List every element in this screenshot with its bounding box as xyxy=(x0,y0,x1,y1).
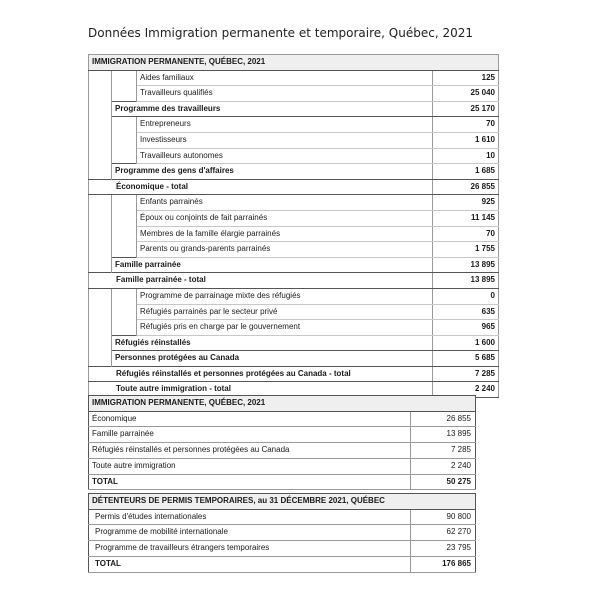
indent-cell xyxy=(89,304,112,320)
table-row xyxy=(89,288,499,304)
row-label: Toute autre immigration - total xyxy=(89,382,433,398)
indent-cell xyxy=(89,117,112,133)
row-label: Membres de la famille élargie parrainés xyxy=(137,226,433,242)
table-row xyxy=(89,509,476,525)
row-value: 70 xyxy=(433,226,499,242)
row-value: 7 285 xyxy=(433,366,499,382)
indent-cell xyxy=(89,226,112,242)
table-row xyxy=(89,427,476,443)
permanent-immigration-detail-table xyxy=(88,54,499,398)
row-label: Parents ou grands-parents parrainés xyxy=(137,242,433,258)
total-label: TOTAL xyxy=(89,556,411,572)
indent-cell xyxy=(89,257,112,273)
row-value: 1 755 xyxy=(433,242,499,258)
table-row xyxy=(89,101,499,117)
indent-cell xyxy=(89,288,112,304)
table-row xyxy=(89,132,499,148)
table-row xyxy=(89,70,499,86)
row-value: 1 600 xyxy=(433,335,499,351)
total-row xyxy=(89,556,476,572)
indent-cell xyxy=(89,86,112,102)
table-row xyxy=(89,443,476,459)
row-label: Enfants parrainés xyxy=(137,195,433,211)
row-value: 10 xyxy=(433,148,499,164)
indent-cell xyxy=(112,86,137,102)
table-row xyxy=(89,366,499,382)
row-value: 25 040 xyxy=(433,86,499,102)
table-header: IMMIGRATION PERMANENTE, QUÉBEC, 2021 xyxy=(89,396,476,412)
table-row xyxy=(89,411,476,427)
total-row xyxy=(89,474,476,490)
row-label: Époux ou conjoints de fait parrainés xyxy=(137,210,433,226)
table-row xyxy=(89,257,499,273)
table-header-row xyxy=(89,396,476,412)
table-row xyxy=(89,541,476,557)
indent-cell xyxy=(112,320,137,336)
indent-cell xyxy=(89,351,112,367)
document-title: Données Immigration permanente et temporaire, Québec, 2021 xyxy=(88,26,473,40)
row-label: Réfugiés réinstallés xyxy=(112,335,433,351)
indent-cell xyxy=(89,335,112,351)
row-value: 11 145 xyxy=(433,210,499,226)
row-value: 635 xyxy=(433,304,499,320)
row-value: 26 855 xyxy=(411,411,476,427)
row-value: 2 240 xyxy=(411,458,476,474)
row-value: 70 xyxy=(433,117,499,133)
row-value: 5 685 xyxy=(433,351,499,367)
table-row xyxy=(89,117,499,133)
row-value: 23 795 xyxy=(411,541,476,557)
indent-cell xyxy=(112,226,137,242)
indent-cell xyxy=(112,242,137,258)
table-row xyxy=(89,351,499,367)
row-label: Investisseurs xyxy=(137,132,433,148)
indent-cell xyxy=(112,195,137,211)
indent-cell xyxy=(112,210,137,226)
row-label: Travailleurs qualifiés xyxy=(137,86,433,102)
row-label: Personnes protégées au Canada xyxy=(112,351,433,367)
row-label: Travailleurs autonomes xyxy=(137,148,433,164)
table-row xyxy=(89,164,499,180)
row-value: 90 800 xyxy=(411,509,476,525)
row-label: Réfugiés réinstallés et personnes protégées au Canada xyxy=(89,443,411,459)
indent-cell xyxy=(89,132,112,148)
indent-cell xyxy=(112,304,137,320)
row-value: 13 895 xyxy=(433,257,499,273)
row-value: 62 270 xyxy=(411,525,476,541)
table-row xyxy=(89,273,499,289)
indent-cell xyxy=(89,164,112,180)
indent-cell xyxy=(89,101,112,117)
row-value: 925 xyxy=(433,195,499,211)
total-value: 176 865 xyxy=(411,556,476,572)
indent-cell xyxy=(89,320,112,336)
indent-cell xyxy=(112,288,137,304)
table-header: IMMIGRATION PERMANENTE, QUÉBEC, 2021 xyxy=(89,55,499,71)
row-label: Économique xyxy=(89,411,411,427)
indent-cell xyxy=(112,148,137,164)
row-value: 26 855 xyxy=(433,179,499,195)
table-header: DÉTENTEURS DE PERMIS TEMPORAIRES, au 31 DÉCEMBRE 2021, QUÉBEC xyxy=(89,494,476,510)
table-row xyxy=(89,195,499,211)
row-value: 13 895 xyxy=(411,427,476,443)
row-label: Famille parrainée xyxy=(112,257,433,273)
row-value: 0 xyxy=(433,288,499,304)
table-row xyxy=(89,525,476,541)
indent-cell xyxy=(89,242,112,258)
row-value: 2 240 xyxy=(433,382,499,398)
row-label: Entrepreneurs xyxy=(137,117,433,133)
table-row xyxy=(89,226,499,242)
indent-cell xyxy=(89,210,112,226)
row-label: Programme des travailleurs xyxy=(112,101,433,117)
row-label: Programme de mobilité internationale xyxy=(89,525,411,541)
table-header-row xyxy=(89,55,499,71)
row-value: 1 610 xyxy=(433,132,499,148)
row-label: Programme des gens d'affaires xyxy=(112,164,433,180)
row-label: Famille parrainée xyxy=(89,427,411,443)
indent-cell xyxy=(112,117,137,133)
row-label: Réfugiés pris en charge par le gouvernement xyxy=(137,320,433,336)
row-value: 13 895 xyxy=(433,273,499,289)
indent-cell xyxy=(112,70,137,86)
indent-cell xyxy=(89,195,112,211)
total-value: 50 275 xyxy=(411,474,476,490)
row-label: Programme de parrainage mixte des réfugiés xyxy=(137,288,433,304)
table-row xyxy=(89,320,499,336)
row-label: Économique - total xyxy=(89,179,433,195)
indent-cell xyxy=(112,132,137,148)
table-row xyxy=(89,304,499,320)
row-value: 1 685 xyxy=(433,164,499,180)
indent-cell xyxy=(89,148,112,164)
row-value: 25 170 xyxy=(433,101,499,117)
table-row xyxy=(89,210,499,226)
row-label: Famille parrainée - total xyxy=(89,273,433,289)
row-label: Réfugiés parrainés par le secteur privé xyxy=(137,304,433,320)
row-label: Permis d'études internationales xyxy=(89,509,411,525)
permanent-immigration-summary-table xyxy=(88,395,476,490)
row-value: 965 xyxy=(433,320,499,336)
row-label: Toute autre immigration xyxy=(89,458,411,474)
table-row xyxy=(89,86,499,102)
temporary-permits-table xyxy=(88,493,476,573)
table-row xyxy=(89,242,499,258)
row-value: 125 xyxy=(433,70,499,86)
total-label: TOTAL xyxy=(89,474,411,490)
table-row xyxy=(89,179,499,195)
row-label: Aides familiaux xyxy=(137,70,433,86)
table-row xyxy=(89,335,499,351)
table-row xyxy=(89,458,476,474)
row-label: Réfugiés réinstallés et personnes protégées au Canada - total xyxy=(89,366,433,382)
row-label: Programme de travailleurs étrangers temporaires xyxy=(89,541,411,557)
table-row xyxy=(89,148,499,164)
indent-cell xyxy=(89,70,112,86)
row-value: 7 285 xyxy=(411,443,476,459)
table-header-row xyxy=(89,494,476,510)
